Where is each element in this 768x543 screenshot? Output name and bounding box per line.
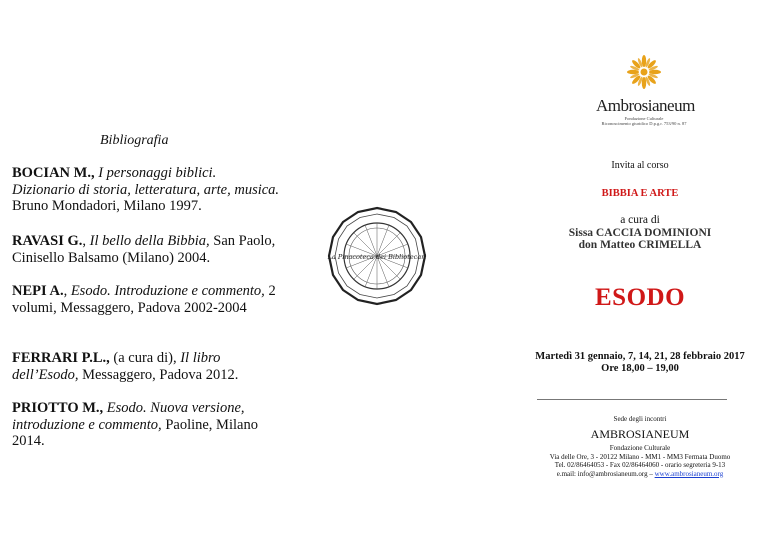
logo-name: Ambrosianeum xyxy=(596,96,695,115)
logo-registration: Riconoscimento giuridico D.p.g.r. 753/90 n. 87 xyxy=(601,121,687,126)
ref-title: Esodo. Introduzione e commento, xyxy=(70,283,265,299)
ref-author: RAVASI G. xyxy=(12,233,83,249)
ambrosianeum-logo xyxy=(596,55,695,126)
website-link[interactable]: www.ambrosianeum.org xyxy=(654,469,724,478)
venue-subtitle: Fondazione Culturale xyxy=(609,444,671,452)
logo-subtitle: Fondazione Culturale xyxy=(624,116,664,121)
venue-address: Via delle Ore, 3 - 20122 Milano - MM1 - MM3 Fermata Duomo xyxy=(549,452,731,461)
ref-author: PRIOTTO M., xyxy=(12,400,104,416)
ref-title: I personaggi biblici. Dizionario di storia, letteratura, arte, musica. xyxy=(12,165,280,198)
schedule xyxy=(520,351,760,375)
sun-icon xyxy=(627,55,661,89)
divider xyxy=(537,399,727,400)
seal-emblem xyxy=(327,206,427,306)
curators-block xyxy=(520,214,760,252)
venue-name: AMBROSIANEUM xyxy=(590,427,690,441)
curator-name: don Matteo CRIMELLA xyxy=(578,239,702,251)
ref-publisher: Bruno Mondadori, Milano 1997. xyxy=(12,198,202,214)
invite-text: Invita al corso xyxy=(611,160,669,171)
venue-phone: Tel. 02/86464053 - Fax 02/86464060 - orario segreteria 9-13 xyxy=(554,461,726,469)
curated-by-label: a cura di xyxy=(620,214,660,226)
hours: Ore 18,00 – 19,00 xyxy=(601,363,679,374)
main-title: ESODO xyxy=(594,284,686,311)
seal-inscription: La Pinacoteca dei Bibliotecari xyxy=(327,253,427,261)
ref-title: Il bello della Bibbia, xyxy=(89,233,210,249)
ref-publisher: 2 volumi, Messaggero, Padova 2002-2004 xyxy=(12,283,276,316)
dates: Martedì 31 gennaio, 7, 14, 21, 28 febbraio 2017 xyxy=(535,351,745,362)
ref-author: NEPI A. xyxy=(12,283,64,299)
ref-author: FERRARI P.L., xyxy=(12,350,110,366)
ref-publisher: San Paolo, Cinisello Balsamo (Milano) 2004. xyxy=(12,233,276,266)
bibliography-entry: RAVASI G., Il bello della Bibbia, San Paolo, Cinisello Balsamo (Milano) 2004. xyxy=(12,233,276,266)
curator-name: Sissa CACCIA DOMINIONI xyxy=(568,226,712,239)
bibliography-entry: NEPI A., Esodo. Introduzione e commento, 2 volumi, Messaggero, Padova 2002-2004 xyxy=(12,283,276,316)
ref-title: Il libro dell’Esodo, xyxy=(12,350,221,383)
ref-publisher: Messaggero, Padova 2012. xyxy=(78,366,239,383)
venue-email: e.mail: info@ambrosianeum.org – www.ambrosianeum.org xyxy=(556,469,724,478)
venue-label: Sede degli incontri xyxy=(613,415,667,423)
bibliography-entry xyxy=(12,165,282,215)
bibliography-entry: FERRARI P.L., (a cura di), Il libro dell’Esodo, Messaggero, Padova 2012. xyxy=(12,350,239,383)
ref-title: Esodo. Nuova versione, introduzione e commento, xyxy=(12,400,245,433)
ref-publisher: Paoline, Milano 2014. xyxy=(12,416,258,449)
ref-author: BOCIAN M., xyxy=(12,165,95,181)
bibliography-entry xyxy=(12,400,282,450)
venue-contact xyxy=(520,444,760,478)
bibliography-title: Bibliografia xyxy=(100,133,169,148)
course-title: BIBBIA E ARTE xyxy=(601,188,679,199)
